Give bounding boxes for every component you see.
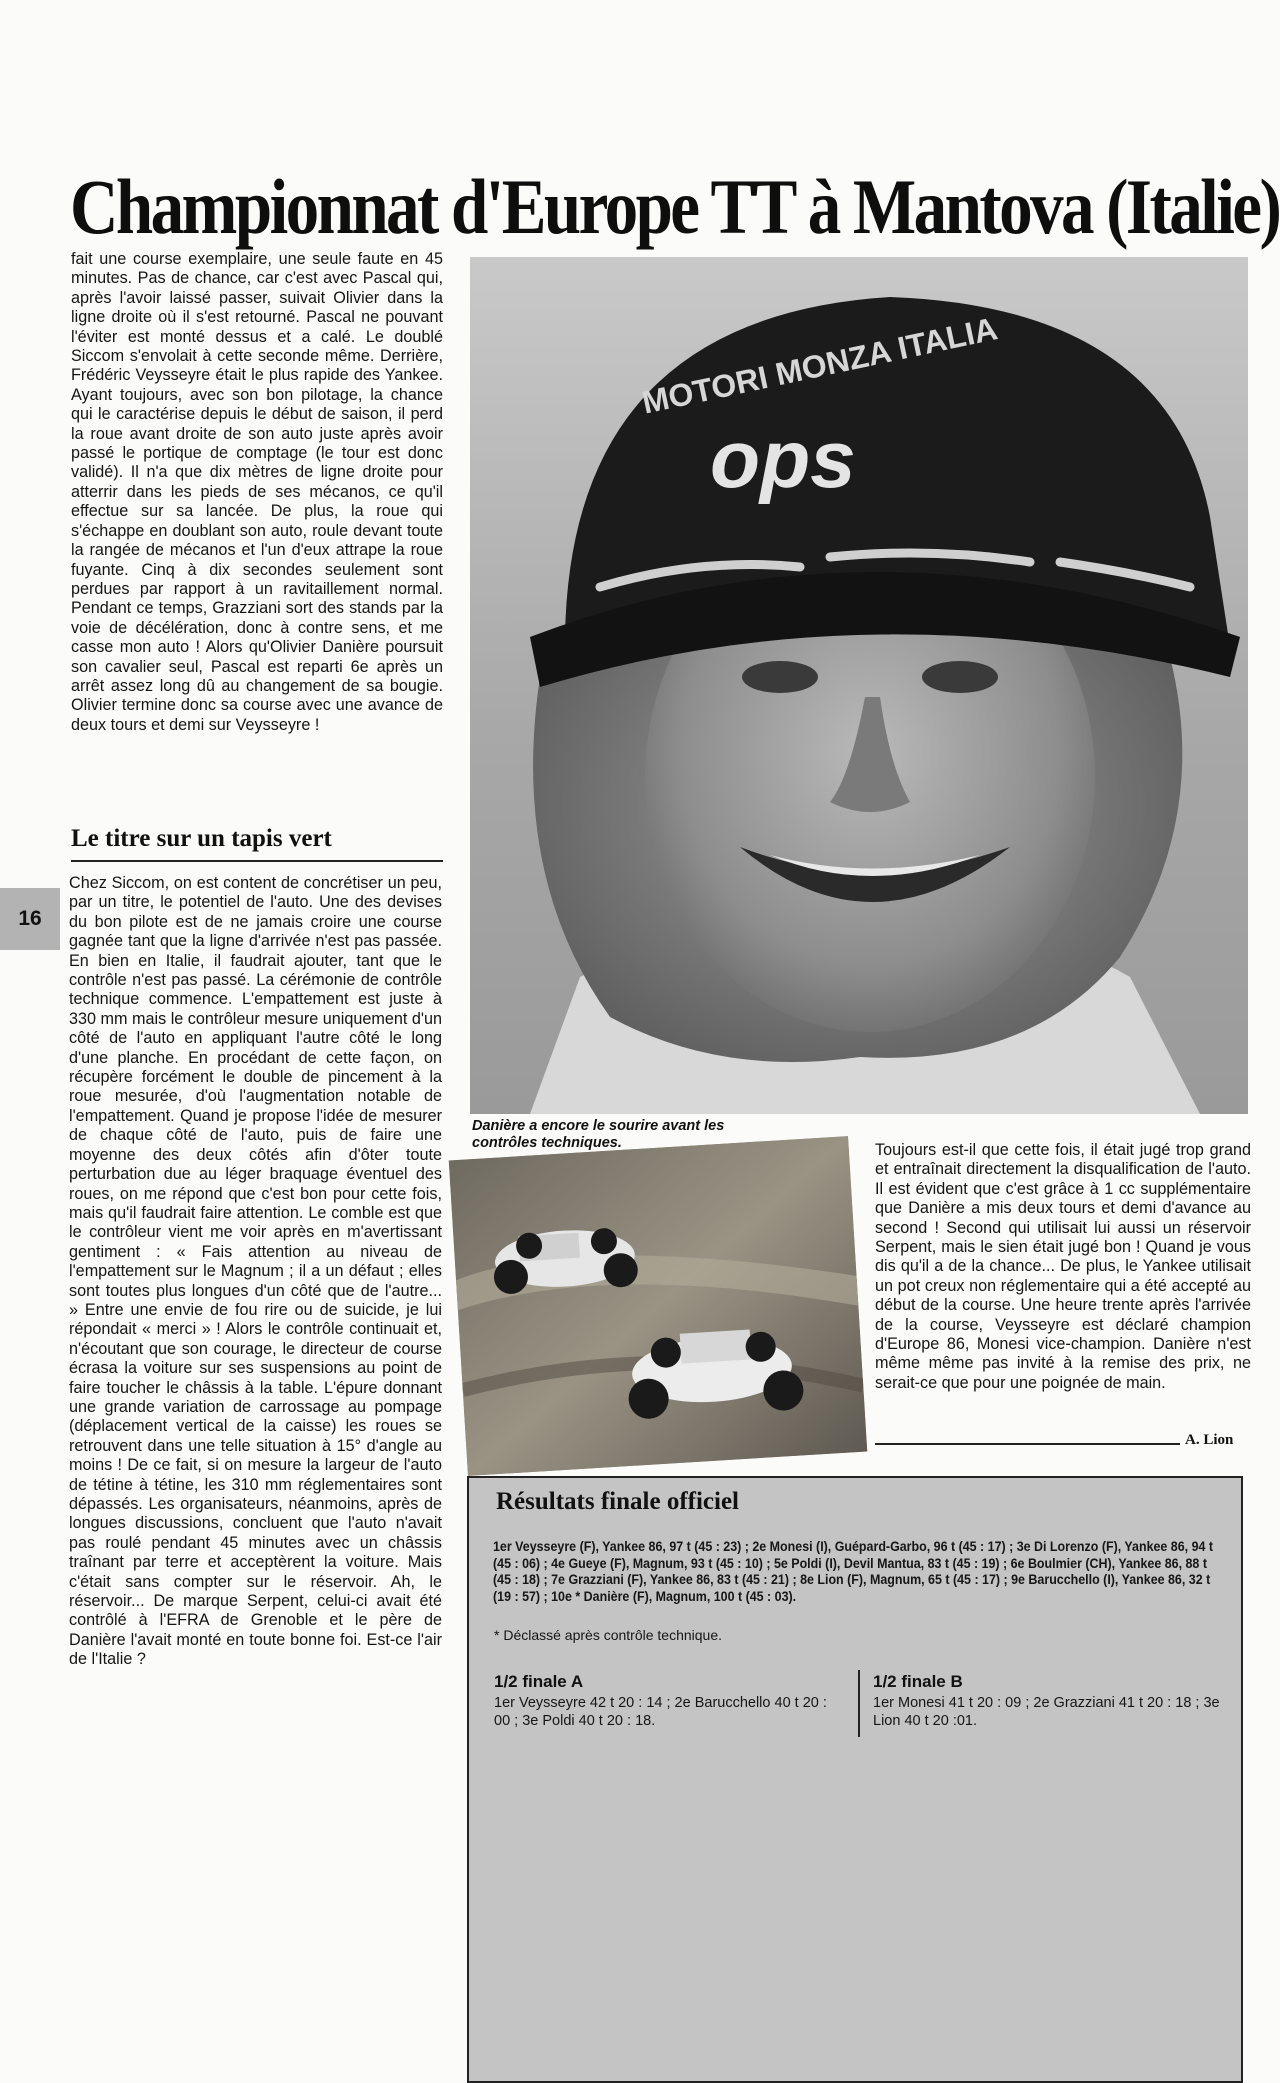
section-heading: Le titre sur un tapis vert — [71, 825, 332, 852]
cap-text: MOTORI MONZA ITALIA — [638, 310, 1001, 421]
article-column-3: Toujours est-il que cette fois, il était jugé trop grand et entraînait directement la disqualification de l'auto. Il est évident que c'est grâce à 1 cc supplémentaire que Danière a mis deux tours et demi d'avance au second ! Second qui utilisait lui aussi un réservoir Serpent, mais le sien était jugé bon ! Quand je vous dis qu'il a de la chance... De plus, le Yankee utilisait un pot creux non réglementaire qui a été accepté au début de la course. Une heure trente après l'arrivée de la course, Veysseyre est déclaré champion d'Europe 86, Monesi vice-champion. Danière n'est même même pas invité à la remise des prix, ne serait-ce que pour une poignée de main. — [875, 1141, 1251, 1392]
results-title: Résultats finale officiel — [496, 1488, 740, 1515]
semi-final-a-title: 1/2 finale A — [494, 1672, 584, 1691]
signature-rule — [875, 1443, 1180, 1445]
semi-final-b-title: 1/2 finale B — [873, 1672, 963, 1691]
article-column-2: Chez Siccom, on est content de concrétiser un peu, par un titre, le potentiel de l'auto. Une des devises du bon pilote est de ne jamais croire une course gagnée tant que la ligne d'arrivée n'est pas passée. En bien en Italie, il faudrait ajouter, tant que le contrôle n'est pas passé. La cérémonie de contrôle technique commence. L'empattement est juste à 330 mm mais le contrôleur mesure uniquement d'un côté de l'auto en appliquant l'autre côté le long d'une planche. En procédant de cette façon, on récupère forcément le double de pincement à la roue mesurée, d'où l'augmentation notable de l'empattement. Quand je propose l'idée de mesurer de chaque côté de l'auto, puis de faire une moyenne des deux côtés afin d'ôter toute perturbation due au léger braquage éventuel des roues, on me répond que c'est bon pour cette fois, mais qu'il faudrait faire attention. Le comble est que le contrôleur vient me voir après en m'avertissant gentiment : « Fais attention au niveau de l'empattement sur le Magnum ; il a un défaut ; elles sont toutes plus longues d'un côté que de l'autre... » Entre une envie de fou rire ou de suicide, je lui répondait « merci » ! Alors le contrôle continuait et, n'écoutant que son courage, le directeur de course écrasa la voiture sur ses suspensions au point de faire toucher le châssis à la table. L'épure donnant une grande variation de carrossage au pompage (déplacement vertical de la caisse) les roues se retrouvent dans une telle situation à 15° d'angle au moins ! De ce fait, si on mesure la largeur de l'auto de tétine à tétine, les 310 mm réglementaires sont dépassés. Les organisateurs, néanmoins, après de longues discussions, concluent que l'auto n'avait pas roulé pendant 45 minutes avec un châssis traînant par terre et acceptèrent la voiture. Mais c'était sans compter sur le réservoir. Ah, le réservoir... De marque Serpent, celui-ci avait été contrôlé à l'EFRA de Grenoble et le père de Danière l'avait monté en toute bonne foi. Est-ce l'air de l'Italie ? — [69, 874, 442, 1669]
page-number-tab — [0, 888, 60, 950]
article-column-1: fait une course exemplaire, une seule faute en 45 minutes. Pas de chance, car c'est avec Pascal qui, après l'avoir laissé passer, suivait Olivier dans la ligne droite où il s'est retourné. Pascal ne pouvant l'éviter est monté dessus et a calé. Le doublé Siccom s'envolait à cette seconde même. Derrière, Frédéric Veysseyre était le plus rapide des Yankee. Ayant toujours, avec son bon pilotage, la chance qui le caractérise depuis le début de saison, il perd la roue avant droite de son auto juste après avoir passé le portique de comptage (le tour est donc validé). Il n'a que dix mètres de ligne droite pour atterrir dans les pieds de ses mécanos, ce qu'il effectue sur sa lancée. De plus, la roue qui s'échappe en doublant son auto, roule devant toute la rangée de mécanos et l'un d'eux attrape la roue fuyante. Cinq à dix secondes seulement sont perdues par rapport à un ravitaillement normal. Pendant ce temps, Grazziani sort des stands par la voie de décélération, donc à contre sens, et me casse mon auto ! Alors qu'Olivier Danière poursuit son cavalier seul, Pascal est reparti 6e après un arrêt assez long dû au changement de sa bougie. Olivier termine donc sa course avec une avance de deux tours et demi sur Veysseyre ! — [71, 250, 443, 734]
semi-final-a-results: 1er Veysseyre 42 t 20 : 14 ; 2e Barucchello 40 t 20 : 00 ; 3e Poldi 40 t 20 : 18. — [494, 1695, 827, 1729]
final-results-text: 1er Veysseyre (F), Yankee 86, 97 t (45 : 23) ; 2e Monesi (I), Guépard-Garbo, 96 t (45 : 17) ; 3e Di Lorenzo (F), Yankee 86, 94 t (45 : 06) ; 4e Gueye (F), Magnum, 93 t (45 : 10) ; 5e Poldi (I), Devil Mantua, 83 t (45 : 19) ; 6e Boulmier (CH), Yankee 86, 88 t (45 : 18) ; 7e Grazziani (F), Yankee 86, 83 t (45 : 21) ; 8e Lion (F), Magnum, 65 t (45 : 17) ; 9e Barucchello (I), Yankee 86, 32 t (19 : 57) ; 10e * Danière (F), Magnum, 100 t (45 : 03). — [493, 1539, 1214, 1604]
heading-underline — [71, 860, 443, 862]
rc-cars-photo — [458, 1148, 858, 1464]
portrait-photo — [470, 257, 1248, 1114]
semi-final-divider — [858, 1670, 860, 1737]
photo-caption: Danière a encore le sourire avant les contrôles techniques. — [472, 1118, 725, 1151]
page-title: Championnat d'Europe TT à Mantova (Italie) — [70, 163, 1280, 250]
results-note: * Déclassé après contrôle technique. — [494, 1627, 723, 1643]
page-number: 16 — [18, 907, 42, 930]
cap-logo: ops — [710, 414, 856, 505]
author-signature: A. Lion — [1185, 1432, 1234, 1448]
semi-final-b-results: 1er Monesi 41 t 20 : 09 ; 2e Grazziani 41 t 20 : 18 ; 3e Lion 40 t 20 :01. — [873, 1695, 1220, 1729]
